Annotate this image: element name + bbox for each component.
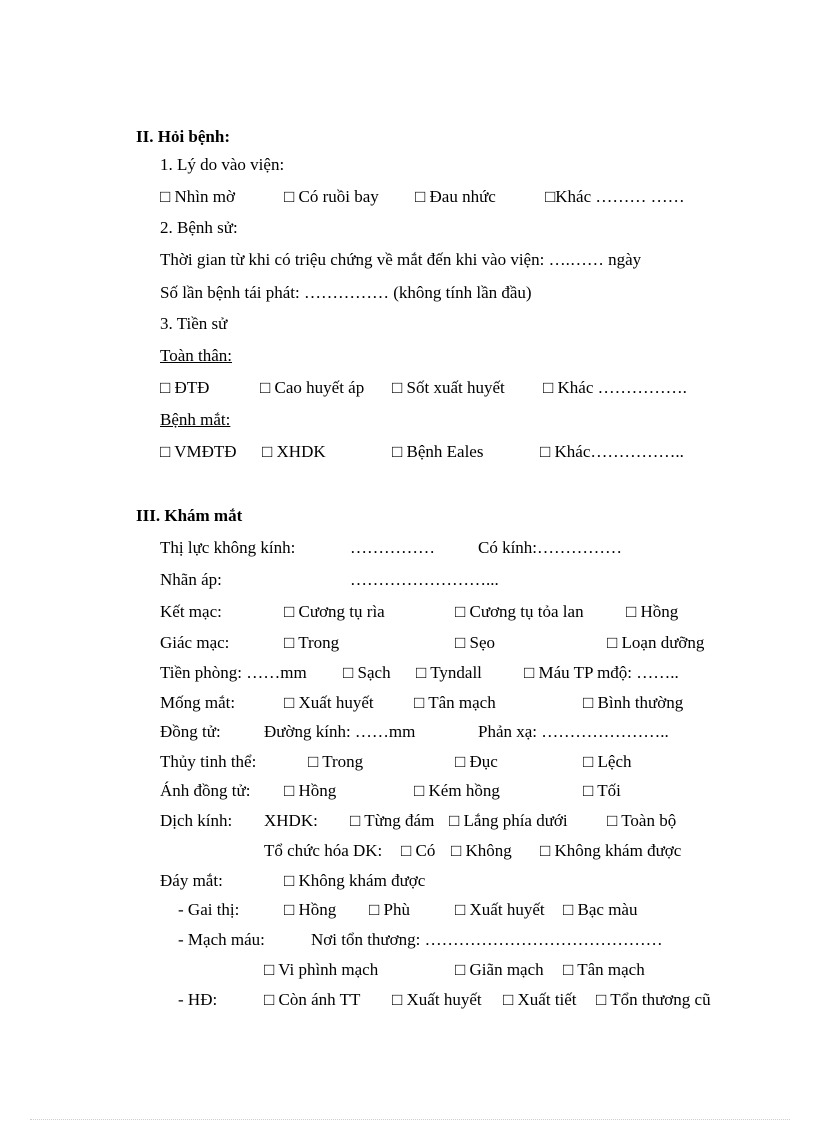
anterior-chamber-option-hyphema[interactable]: □ Máu TP mđộ: …….. — [524, 663, 679, 682]
optic-disc-label: - Gai thị: — [178, 900, 240, 919]
page-bottom-rule — [30, 1119, 790, 1120]
reason-option-floaters[interactable]: □ Có ruồi bay — [284, 187, 379, 206]
general-option-diabetes[interactable]: □ ĐTĐ — [160, 378, 210, 397]
visual-acuity-field[interactable]: …………… — [350, 538, 435, 557]
vitreous-option-total[interactable]: □ Toàn bộ — [607, 811, 677, 830]
with-glasses-field[interactable]: Có kính:…………… — [478, 538, 623, 557]
optic-disc-option-edema[interactable]: □ Phù — [369, 900, 410, 919]
iris-label: Mống mắt: — [160, 693, 236, 712]
lens-option-dislocated[interactable]: □ Lệch — [583, 752, 632, 771]
lens-label: Thủy tinh thể: — [160, 752, 257, 771]
iris-option-neovascularization[interactable]: □ Tân mạch — [414, 693, 496, 712]
macula-option-exudate[interactable]: □ Xuất tiết — [503, 990, 577, 1009]
red-reflex-option-pink[interactable]: □ Hồng — [284, 781, 337, 800]
conjunctiva-option-pink[interactable]: □ Hồng — [626, 602, 679, 621]
vessels-option-neovascularization[interactable]: □ Tân mạch — [563, 960, 645, 979]
iop-label: Nhãn áp: — [160, 570, 222, 589]
eye-history-label: Bệnh mắt: — [160, 410, 231, 429]
relapse-count-field[interactable]: Số lần bệnh tái phát: …………… (không tính lần đầu) — [160, 283, 532, 302]
section-3-heading: III. Khám mắt — [136, 506, 243, 525]
general-option-hypertension[interactable]: □ Cao huyết áp — [260, 378, 365, 397]
eye-option-eales[interactable]: □ Bệnh Eales — [392, 442, 484, 461]
pupil-label: Đồng tử: — [160, 722, 221, 741]
fundus-label: Đáy mắt: — [160, 871, 223, 890]
conjunctiva-option-diffuse[interactable]: □ Cương tụ tỏa lan — [455, 602, 584, 621]
reason-option-blurred-vision[interactable]: □ Nhìn mờ — [160, 187, 235, 206]
red-reflex-option-weak[interactable]: □ Kém hồng — [414, 781, 500, 800]
vitreous-organization-option-na[interactable]: □ Không khám được — [540, 841, 682, 860]
iris-option-normal[interactable]: □ Bình thường — [583, 693, 684, 712]
general-option-other[interactable]: □ Khác ……………. — [543, 378, 687, 397]
lesion-location-field[interactable]: Nơi tổn thương: …………………………………… — [311, 930, 663, 949]
onset-duration-field[interactable]: Thời gian từ khi có triệu chứng về mắt đến khi vào viện: ….…… ngày — [160, 250, 642, 269]
conjunctiva-option-limbal[interactable]: □ Cương tụ rìa — [284, 602, 385, 621]
optic-disc-option-hemorrhage[interactable]: □ Xuất huyết — [455, 900, 545, 919]
anterior-chamber-option-clear[interactable]: □ Sạch — [343, 663, 391, 682]
history-label: 2. Bệnh sử: — [160, 218, 238, 237]
pupil-diameter-field[interactable]: Đường kính: ……mm — [264, 722, 416, 741]
visual-acuity-label: Thị lực không kính: — [160, 538, 296, 557]
macula-option-foveal-reflex[interactable]: □ Còn ánh TT — [264, 990, 361, 1009]
eye-option-diabetic-retinopathy[interactable]: □ VMĐTĐ — [160, 442, 237, 461]
cornea-option-dystrophy[interactable]: □ Loạn dưỡng — [607, 633, 705, 652]
vitreous-organization-option-yes[interactable]: □ Có — [401, 841, 436, 860]
optic-disc-option-pale[interactable]: □ Bạc màu — [563, 900, 638, 919]
iris-option-hemorrhage[interactable]: □ Xuất huyết — [284, 693, 374, 712]
vitreous-option-settled[interactable]: □ Lắng phía dưới — [449, 811, 568, 830]
conjunctiva-label: Kết mạc: — [160, 602, 222, 621]
lens-option-clear[interactable]: □ Trong — [308, 752, 364, 771]
general-option-dengue[interactable]: □ Sốt xuất huyết — [392, 378, 505, 397]
macula-option-hemorrhage[interactable]: □ Xuất huyết — [392, 990, 482, 1009]
general-history-label: Toàn thân: — [160, 346, 232, 365]
section-2-heading: II. Hỏi bệnh: — [136, 127, 230, 146]
macula-option-old-lesion[interactable]: □ Tổn thương cũ — [596, 990, 711, 1009]
reason-option-pain[interactable]: □ Đau nhức — [415, 187, 496, 206]
vitreous-organization-option-no[interactable]: □ Không — [451, 841, 512, 860]
past-history-label: 3. Tiền sử — [160, 314, 228, 333]
eye-option-other[interactable]: □ Khác…………….. — [540, 442, 684, 461]
pupil-reflex-field[interactable]: Phản xạ: ………………….. — [478, 722, 669, 741]
vitreous-hemorrhage-label: XHDK: — [264, 811, 318, 830]
anterior-chamber-label: Tiền phòng: ……mm — [160, 663, 307, 682]
iop-field[interactable]: ……………………... — [350, 570, 499, 589]
cornea-label: Giác mạc: — [160, 633, 230, 652]
cornea-option-scar[interactable]: □ Sẹo — [455, 633, 496, 652]
anterior-chamber-option-tyndall[interactable]: □ Tyndall — [416, 663, 482, 682]
reason-label: 1. Lý do vào viện: — [160, 155, 285, 174]
eye-option-vitreous-hemorrhage[interactable]: □ XHDK — [262, 442, 326, 461]
vessels-option-microaneurysm[interactable]: □ Vi phình mạch — [264, 960, 379, 979]
vitreous-option-patchy[interactable]: □ Từng đám — [350, 811, 435, 830]
vessels-label: - Mạch máu: — [178, 930, 265, 949]
red-reflex-label: Ánh đồng tử: — [160, 781, 251, 800]
vessels-option-dilation[interactable]: □ Giãn mạch — [455, 960, 544, 979]
macula-label: - HĐ: — [178, 990, 218, 1009]
vitreous-label: Dịch kính: — [160, 811, 233, 830]
red-reflex-option-dark[interactable]: □ Tối — [583, 781, 621, 800]
fundus-option-na[interactable]: □ Không khám được — [284, 871, 426, 890]
cornea-option-clear[interactable]: □ Trong — [284, 633, 340, 652]
optic-disc-option-pink[interactable]: □ Hồng — [284, 900, 337, 919]
vitreous-organization-label: Tổ chức hóa DK: — [264, 841, 383, 860]
lens-option-cataract[interactable]: □ Đục — [455, 752, 498, 771]
reason-option-other[interactable]: □Khác ……… …… — [545, 187, 685, 206]
